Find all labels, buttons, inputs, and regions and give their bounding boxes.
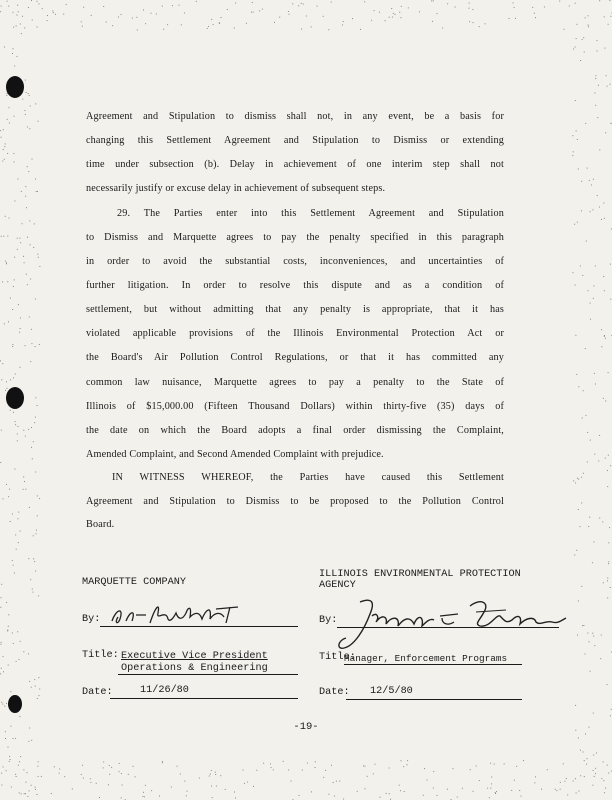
left-party-name: MARQUETTE COMPANY <box>82 577 186 588</box>
right-date-rule <box>346 699 522 700</box>
body-line: further litigation. In order to resolve this dispute and as a condition of <box>86 280 504 291</box>
body-line: settlement, but without admitting that any penalty is appropriate, that it has <box>86 304 504 315</box>
punch-hole-top <box>6 76 24 98</box>
body-line: Agreement and Stipulation to dismiss shall not, in any event, be a basis for <box>86 111 504 122</box>
body-line: Amended Complaint, and Second Amended Complaint with prejudice. <box>86 449 384 460</box>
paragraph-29-start: 29. The Parties enter into this Settlement Agreement and Stipulation <box>117 208 504 219</box>
left-date-rule <box>110 698 298 699</box>
right-date-value: 12/5/80 <box>370 686 413 697</box>
body-line: necessarily justify or excuse delay in achievement of subsequent steps. <box>86 183 386 194</box>
body-line: in order to avoid the substantial costs, inconveniences, and uncertainties of <box>86 256 504 267</box>
left-title-line1: Executive Vice President <box>121 651 268 662</box>
body-line: the date on which the Board adopts a final order dismissing the Complaint, <box>86 425 504 436</box>
punch-hole-bottom <box>8 695 22 713</box>
right-party-name-line1: ILLINOIS ENVIRONMENTAL PROTECTION <box>319 569 521 580</box>
body-line: common law nuisance, Marquette agrees to pay a penalty to the State of <box>86 377 504 388</box>
left-handwritten-signature <box>106 599 256 633</box>
body-line: the Board's Air Pollution Control Regulations, or that it has committed any <box>86 352 504 363</box>
left-by-label: By: <box>82 614 101 625</box>
body-line: violated applicable provisions of the Illinois Environmental Protection Act or <box>86 328 504 339</box>
right-party-name-line2: AGENCY <box>319 580 356 591</box>
right-title-label: Title: <box>319 652 356 663</box>
left-title-label: Title: <box>82 650 119 661</box>
witness-clause-start: IN WITNESS WHEREOF, the Parties have caused this Settlement <box>112 472 504 483</box>
body-line: time under subsection (b). Delay in achievement of one interim step shall not <box>86 159 504 170</box>
right-handwritten-signature <box>330 594 570 654</box>
right-title-value: Manager, Enforcement Programs <box>344 653 508 664</box>
body-line: Board. <box>86 519 115 530</box>
left-date-value: 11/26/80 <box>140 685 189 696</box>
body-line: Agreement and Stipulation to Dismiss to be proposed to the Pollution Control <box>86 496 504 507</box>
right-by-label: By: <box>319 615 338 626</box>
right-date-label: Date: <box>319 687 350 698</box>
page-number: -19- <box>293 721 319 733</box>
body-line: changing this Settlement Agreement and Stipulation to Dismiss or extending <box>86 135 504 146</box>
left-title-rule <box>118 674 298 675</box>
body-line: to Dismiss and Marquette agrees to pay the penalty specified in this paragraph <box>86 232 504 243</box>
left-date-label: Date: <box>82 687 113 698</box>
punch-hole-middle <box>6 387 24 409</box>
body-line: Illinois of $15,000.00 (Fifteen Thousand Dollars) within thirty-five (35) days of <box>86 401 504 412</box>
left-title-line2: Operations & Engineering <box>121 663 268 674</box>
right-title-rule <box>344 664 522 665</box>
